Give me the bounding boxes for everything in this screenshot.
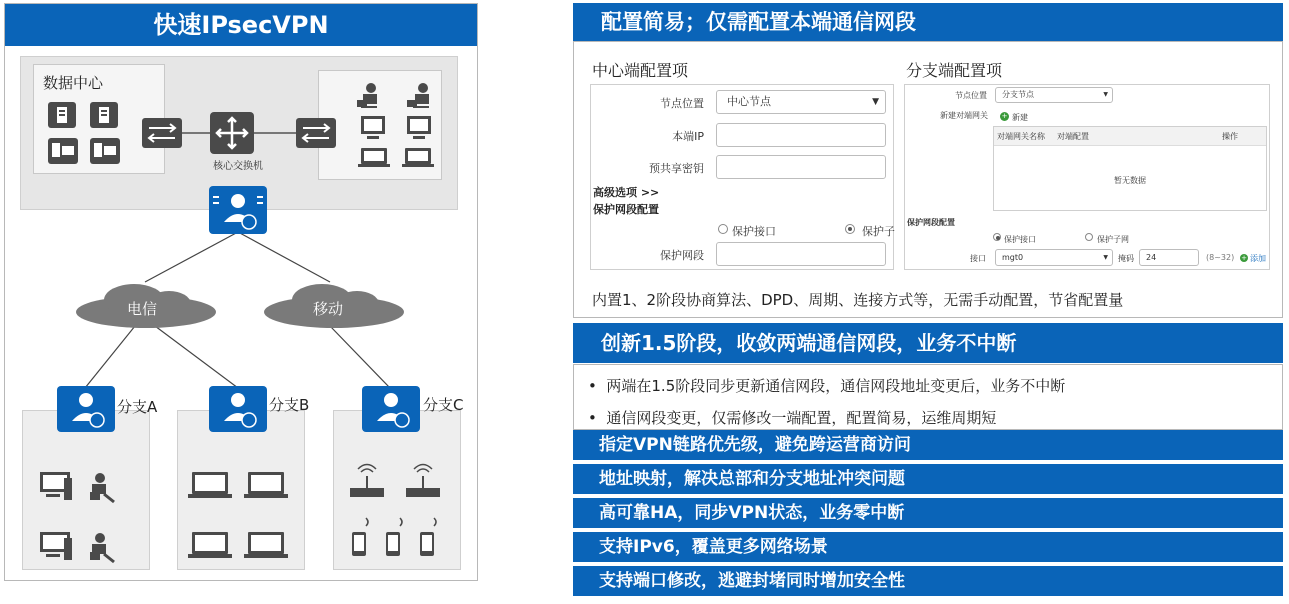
chevron-down-icon: ▼ bbox=[1103, 91, 1108, 98]
protect-segment-input[interactable] bbox=[716, 242, 886, 266]
branch-a-label: 分支A bbox=[117, 398, 158, 416]
cloud-mobile-label: 移动 bbox=[313, 300, 344, 318]
center-config-title: 中心端配置项 bbox=[592, 61, 689, 80]
branch-config-title: 分支端配置项 bbox=[906, 61, 1003, 80]
topology-title: 快速IPsecVPN bbox=[5, 4, 477, 46]
node-position-label: 节点位置 bbox=[660, 97, 704, 110]
advanced-options-link[interactable]: 高级选项 >> bbox=[593, 186, 660, 199]
protect-segment-config-heading: 保护网段配置 bbox=[593, 203, 659, 216]
node-position-select[interactable] bbox=[716, 90, 886, 114]
cloud-telecom-label: 电信 bbox=[127, 300, 158, 318]
add-icon[interactable]: + bbox=[1001, 112, 1008, 120]
innovation-bullets bbox=[573, 364, 1283, 430]
branch-radio-protect-subnet[interactable] bbox=[1085, 233, 1093, 241]
col-peer-name: 对端网关名称 bbox=[997, 132, 1045, 141]
local-ip-label: 本端IP bbox=[672, 130, 704, 143]
bullet-dot: • bbox=[588, 377, 607, 395]
add-link[interactable]: 添加 bbox=[1250, 254, 1266, 263]
new-peer-gw-label: 新建对端网关 bbox=[940, 111, 988, 120]
feature-bar: 支持IPv6，覆盖更多网络场景 bbox=[573, 532, 1283, 562]
datacenter-label: 数据中心 bbox=[43, 74, 104, 92]
interface-label: 接口 bbox=[970, 254, 986, 263]
branch-a-endpoints-icon bbox=[38, 470, 128, 562]
radio-protect-subnet[interactable] bbox=[845, 224, 855, 234]
branch-b-laptops-icon bbox=[188, 470, 292, 562]
col-peer-config: 对端配置 bbox=[1057, 132, 1089, 141]
psk-label: 预共享密钥 bbox=[649, 162, 704, 175]
mask-label: 掩码 bbox=[1118, 254, 1134, 263]
branch-node-position-value: 分支节点 bbox=[1002, 90, 1034, 99]
bullet-dot: • bbox=[588, 409, 607, 427]
vpn-gateway-icon bbox=[209, 186, 267, 234]
table-empty-text: 暂无数据 bbox=[1114, 176, 1146, 185]
radio-protect-interface[interactable] bbox=[718, 224, 728, 234]
branch-protect-segment-heading: 保护网段配置 bbox=[907, 218, 955, 227]
branch-b-gateway-icon bbox=[209, 386, 267, 432]
radio-protect-interface-label: 保护接口 bbox=[732, 225, 776, 238]
protect-segment-label: 保护网段 bbox=[660, 249, 704, 262]
innovation-header: 创新1.5阶段，收敛两端通信网段，业务不中断 bbox=[573, 323, 1283, 363]
config-header: 配置简易；仅需配置本端通信网段 bbox=[573, 3, 1283, 41]
branch-c-label: 分支C bbox=[423, 396, 464, 414]
chevron-down-icon: ▼ bbox=[872, 97, 879, 107]
add-icon[interactable]: + bbox=[1241, 254, 1247, 262]
bullet-text: 两端在1.5阶段同步更新通信网段，通信网段地址变更后，业务不中断 bbox=[606, 377, 1066, 395]
branch-radio-protect-subnet-label: 保护子网 bbox=[1097, 235, 1129, 244]
mask-input[interactable]: 24 bbox=[1139, 249, 1199, 266]
bullet-text: 通信网段变更，仅需修改一端配置，配置简易，运维周期短 bbox=[606, 409, 997, 427]
interface-select[interactable] bbox=[995, 249, 1113, 266]
feature-bar: 高可靠HA，同步VPN状态，业务零中断 bbox=[573, 498, 1283, 528]
branch-b-label: 分支B bbox=[269, 396, 310, 414]
branch-a-gateway-icon bbox=[57, 386, 115, 432]
psk-input[interactable] bbox=[716, 155, 886, 179]
branch-node-position-label: 节点位置 bbox=[955, 91, 987, 100]
branch-radio-protect-interface[interactable] bbox=[993, 233, 1001, 241]
new-peer-button[interactable]: 新建 bbox=[1012, 113, 1028, 122]
core-switch-label: 核心交换机 bbox=[213, 161, 263, 172]
interface-value: mgt0 bbox=[1002, 253, 1024, 262]
branch-c-gateway-icon bbox=[362, 386, 420, 432]
node-position-value: 中心节点 bbox=[727, 95, 771, 108]
chevron-down-icon: ▼ bbox=[1103, 254, 1108, 261]
branch-radio-protect-interface-label: 保护接口 bbox=[1004, 235, 1036, 244]
bullet-item bbox=[588, 407, 996, 428]
feature-bar: 支持端口修改，逃避封堵同时增加安全性 bbox=[573, 566, 1283, 596]
bullet-item bbox=[588, 375, 1065, 396]
feature-bar: 地址映射，解决总部和分支地址冲突问题 bbox=[573, 464, 1283, 494]
branch-node-position-select[interactable] bbox=[995, 87, 1113, 103]
feature-bar: 指定VPN链路优先级，避免跨运营商访问 bbox=[573, 430, 1283, 460]
config-footer-text: 内置1、2阶段协商算法、DPD、周期、连接方式等，无需手动配置，节省配置量 bbox=[592, 291, 1124, 309]
col-action: 操作 bbox=[1222, 132, 1238, 141]
mask-range-hint: (8~32) bbox=[1206, 253, 1235, 262]
radio-protect-subnet-label: 保护子 bbox=[862, 225, 895, 238]
branch-c-wireless-icon bbox=[348, 464, 448, 560]
local-ip-input[interactable] bbox=[716, 123, 886, 147]
